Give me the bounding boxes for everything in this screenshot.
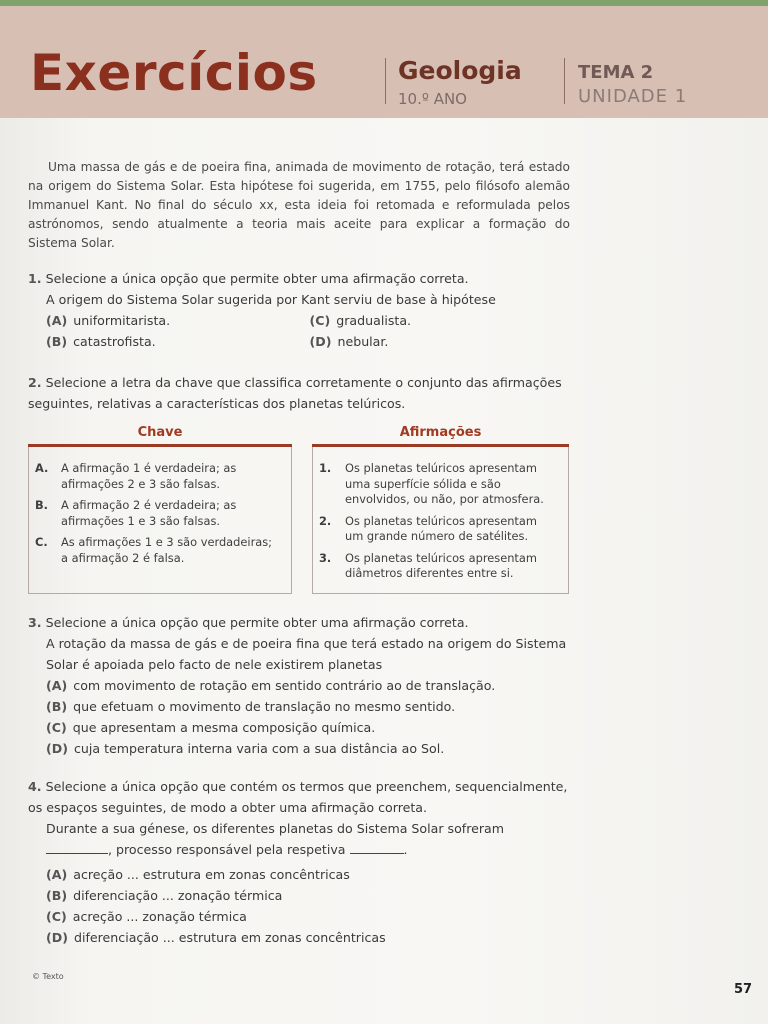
header-banner [0,6,768,118]
question-stem: Durante a sua génese, os diferentes planetas do Sistema Solar sofreram , processo responsável pela respetiva . [46,821,505,857]
options-row [28,310,573,331]
option-c[interactable]: (C) acreção ... zonação térmica [46,909,247,924]
chave-item[interactable]: B. A afirmação 2 é verdadeira; as afirmações 1 e 3 são falsas. [35,498,237,528]
question-number: 1. [28,271,42,286]
question-number: 3. [28,615,42,630]
options-row [28,331,573,352]
chave-header: Chave [137,425,183,440]
question-stem: A rotação da massa de gás e de poeira fina que terá estado na origem do Sistema Solar é apoiada pelo facto de nele existirem planetas [46,636,567,672]
intro-paragraph: Uma massa de gás e de poeira fina, animada de movimento de rotação, terá estado na origem do Sistema Solar. Esta hipótese foi sugerida, em 1755, pelo filósofo alemão Immanuel Kant. No final do século xx, esta ideia foi retomada e reformulada pelos astrónomos, sendo atualmente a teoria mais aceite para explicar a formação do Sistema Solar. [28,160,570,250]
option-a[interactable]: (A) uniformitarista. [46,313,171,328]
question-number: 2. [28,375,42,390]
key-table [28,424,573,594]
chave-column [28,424,292,594]
afirmacao-item: 3. Os planetas telúricos apresentam diâmetros diferentes entre si. [319,550,537,580]
header-divider [385,58,386,104]
year-label: 10.º ANO [398,90,467,108]
question-prompt: Selecione a única opção que permite obter uma afirmação correta. [45,271,469,286]
question-1 [28,268,573,352]
option-d[interactable]: (D) cuja temperatura interna varia com a sua distância ao Sol. [46,741,445,756]
option-d[interactable]: (D) nebular. [309,334,389,349]
question-3 [28,612,573,759]
option-a[interactable]: (A) com movimento de rotação em sentido contrário ao de translação. [46,678,496,693]
question-stem: A origem do Sistema Solar sugerida por Kant serviu de base à hipótese [46,292,496,307]
option-b[interactable]: (B) catastrofista. [46,334,156,349]
option-b[interactable]: (B) que efetuam o movimento de translação no mesmo sentido. [46,699,456,714]
option-c[interactable]: (C) que apresentam a mesma composição química. [46,720,376,735]
blank-2[interactable] [350,842,404,854]
afirmacao-item: 2. Os planetas telúricos apresentam um grande número de satélites. [319,513,537,543]
question-prompt: Selecione a única opção que permite obter uma afirmação correta. [45,615,469,630]
question-2 [28,372,573,414]
chave-item[interactable]: C. As afirmações 1 e 3 são verdadeiras; a afirmação 2 é falsa. [35,535,273,565]
subject-label: Geologia [398,56,522,85]
option-d[interactable]: (D) diferenciação ... estrutura em zonas concêntricas [46,930,386,945]
afirmacoes-header: Afirmações [399,425,482,440]
page-title: Exercícios [30,44,318,102]
blank-1[interactable] [46,842,108,854]
option-a[interactable]: (A) acreção ... estrutura em zonas concêntricas [46,867,350,882]
chave-item[interactable]: A. A afirmação 1 é verdadeira; as afirmações 2 e 3 são falsas. [35,461,237,491]
question-4 [28,776,573,948]
question-prompt: Selecione a letra da chave que classifica corretamente o conjunto das afirmações seguintes, relativas a características dos planetas telúricos. [28,375,562,411]
afirmacoes-column [312,424,569,594]
tema-label: TEMA 2 [578,62,654,83]
question-prompt: Selecione a única opção que contém os termos que preenchem, sequencialmente, os espaços seguintes, de modo a obter uma afirmação correta. [28,779,568,815]
option-c[interactable]: (C) gradualista. [309,313,412,328]
header-divider [564,58,565,104]
page-number: 57 [734,982,753,997]
unidade-label: UNIDADE 1 [578,86,688,107]
copyright-label: © Texto [32,972,64,981]
option-b[interactable]: (B) diferenciação ... zonação térmica [46,888,283,903]
afirmacao-item: 1. Os planetas telúricos apresentam uma superfície sólida e são envolvidos, ou não, por atmosfera. [319,461,544,506]
question-number: 4. [28,779,42,794]
